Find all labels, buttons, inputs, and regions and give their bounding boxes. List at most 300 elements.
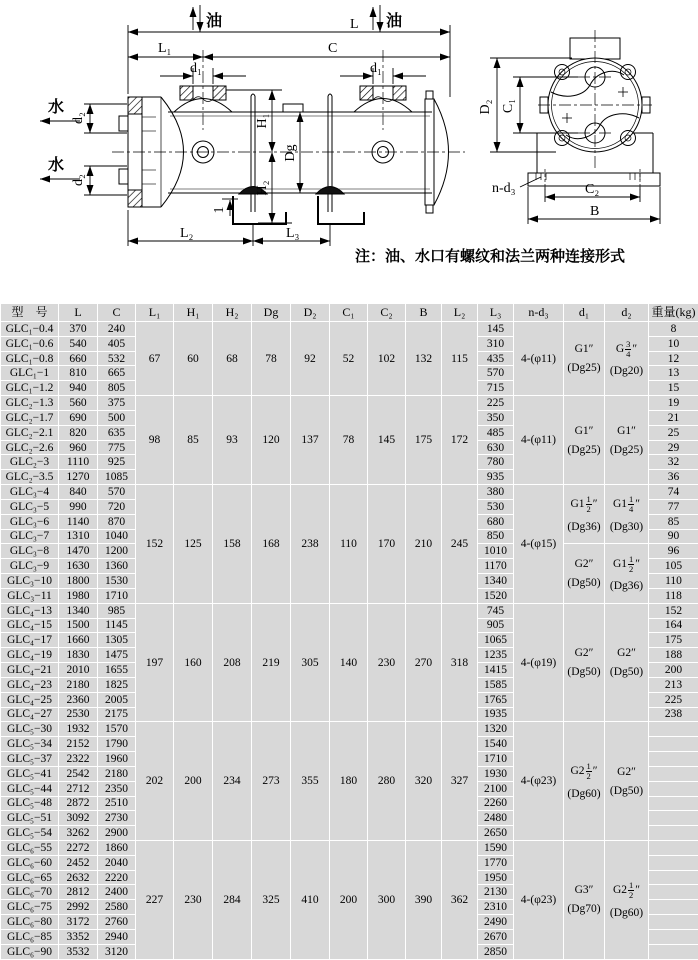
dim-label-C2: C₂ [585, 182, 600, 197]
cell-L: 820 [59, 425, 98, 440]
model-cell: GLC₂−3 [1, 455, 59, 470]
column-header-16: 重量(kg) [649, 304, 698, 322]
oil-label-1: 油 [206, 13, 223, 30]
cell-L: 1470 [59, 544, 98, 559]
cell-L3: 485 [478, 425, 514, 440]
cell-L: 1500 [59, 618, 98, 633]
dim-label-C: C [328, 41, 338, 56]
cell-L: 840 [59, 485, 98, 500]
cell-C: 775 [98, 440, 136, 455]
cell-L: 810 [59, 366, 98, 381]
model-cell: GLC₆−65 [1, 870, 59, 885]
cell-L3: 2100 [478, 781, 514, 796]
cell-d2: G1 $\frac{1}{2}$ ″ (Dg36) [605, 544, 649, 603]
cell-L2: 115 [442, 322, 478, 396]
cell-C: 1200 [98, 544, 136, 559]
dim-label-nd3: n-d₃ [492, 181, 516, 196]
cell-L: 2530 [59, 707, 98, 722]
spec-table [0, 303, 698, 960]
cell-L: 2542 [59, 766, 98, 781]
cell-C: 2400 [98, 885, 136, 900]
cell-C: 2350 [98, 781, 136, 796]
cell-weight: 19 [649, 396, 698, 411]
cell-d1: G2″ (Dg50) [564, 544, 605, 603]
cell-weight: 8 [649, 322, 698, 337]
cell-L3: 1065 [478, 633, 514, 648]
cell-L: 990 [59, 499, 98, 514]
cell-C2: 230 [368, 603, 406, 722]
cell-L3: 2260 [478, 796, 514, 811]
cell-B: 320 [406, 722, 442, 841]
model-cell: GLC₄−15 [1, 618, 59, 633]
cell-D2: 410 [291, 840, 330, 959]
cell-L: 2152 [59, 737, 98, 752]
cell-L: 1932 [59, 722, 98, 737]
cell-L1: 197 [136, 603, 174, 722]
cell-L3: 2310 [478, 900, 514, 915]
cell-C: 805 [98, 381, 136, 396]
header-row [1, 304, 698, 322]
cell-C: 1570 [98, 722, 136, 737]
cell-weight [649, 855, 698, 870]
cell-weight [649, 944, 698, 959]
cell-C: 2005 [98, 692, 136, 707]
cell-C: 635 [98, 425, 136, 440]
cell-L: 2180 [59, 677, 98, 692]
cell-H2: 234 [213, 722, 252, 841]
cell-L3: 1320 [478, 722, 514, 737]
model-cell: GLC₁−0.6 [1, 336, 59, 351]
dim-label-d1-b: d₁ [370, 61, 382, 76]
cell-C: 1040 [98, 529, 136, 544]
table-row [1, 322, 698, 337]
cell-C: 1825 [98, 677, 136, 692]
cell-C: 2760 [98, 915, 136, 930]
cell-D2: 137 [291, 396, 330, 485]
cell-L2: 172 [442, 396, 478, 485]
cell-weight: 175 [649, 633, 698, 648]
cell-C: 870 [98, 514, 136, 529]
cell-D2: 92 [291, 322, 330, 396]
cell-L3: 2670 [478, 929, 514, 944]
cell-L: 1140 [59, 514, 98, 529]
model-cell: GLC₂−1.3 [1, 396, 59, 411]
cell-C2: 300 [368, 840, 406, 959]
table-row [1, 840, 698, 855]
cell-C: 1360 [98, 559, 136, 574]
cell-L: 2872 [59, 796, 98, 811]
cell-weight: 152 [649, 603, 698, 618]
cell-L3: 680 [478, 514, 514, 529]
cell-B: 132 [406, 322, 442, 396]
cell-L3: 1585 [478, 677, 514, 692]
dim-label-L3: L₃ [286, 226, 300, 241]
cell-C: 2510 [98, 796, 136, 811]
cell-L: 540 [59, 336, 98, 351]
cell-L3: 1235 [478, 648, 514, 663]
cell-weight [649, 915, 698, 930]
cell-L3: 350 [478, 410, 514, 425]
cell-L3: 2850 [478, 944, 514, 959]
cell-d2: G $\frac{3}{4}$ ″ (Dg20) [605, 322, 649, 396]
cell-C: 1305 [98, 633, 136, 648]
column-header-15: d₂ [605, 304, 649, 322]
cell-C: 532 [98, 351, 136, 366]
cell-C: 3120 [98, 944, 136, 959]
dim-label-B: B [590, 204, 600, 219]
cell-L: 1270 [59, 470, 98, 485]
dim-label-D2: D₂ [478, 99, 493, 115]
cell-H1: 60 [174, 322, 213, 396]
cell-C: 500 [98, 410, 136, 425]
cell-L3: 2650 [478, 826, 514, 841]
column-header-6: Dg [252, 304, 291, 322]
model-cell: GLC₆−80 [1, 915, 59, 930]
table-row [1, 396, 698, 411]
side-view [40, 5, 465, 246]
cell-C: 1475 [98, 648, 136, 663]
cell-weight: 15 [649, 381, 698, 396]
cell-weight: 10 [649, 336, 698, 351]
model-cell: GLC₂−1.7 [1, 410, 59, 425]
cell-C: 375 [98, 396, 136, 411]
cell-nd3: 4-(φ15) [514, 485, 564, 604]
model-cell: GLC₅−34 [1, 737, 59, 752]
dim-label-L1: L₁ [158, 41, 172, 56]
cell-B: 390 [406, 840, 442, 959]
cell-weight [649, 870, 698, 885]
cell-L: 940 [59, 381, 98, 396]
cell-weight [649, 811, 698, 826]
cell-L: 2452 [59, 855, 98, 870]
column-header-4: H₁ [174, 304, 213, 322]
cell-B: 175 [406, 396, 442, 485]
cell-d1: G2″ (Dg50) [564, 603, 605, 722]
dim-label-d2-a: d₂ [71, 112, 86, 124]
cell-C1: 52 [330, 322, 368, 396]
cell-weight [649, 796, 698, 811]
cell-L: 3532 [59, 944, 98, 959]
model-cell: GLC₃−5 [1, 499, 59, 514]
cell-L: 2010 [59, 663, 98, 678]
cell-B: 210 [406, 485, 442, 604]
dim-label-L2: L₂ [180, 226, 194, 241]
cell-C: 1860 [98, 840, 136, 855]
model-cell: GLC₁−0.4 [1, 322, 59, 337]
model-cell: GLC₁−1.2 [1, 381, 59, 396]
cell-H2: 68 [213, 322, 252, 396]
cell-L: 3352 [59, 929, 98, 944]
table-row [1, 722, 698, 737]
cell-H1: 230 [174, 840, 213, 959]
table-head [1, 304, 698, 322]
cell-L3: 780 [478, 455, 514, 470]
cell-L3: 1540 [478, 737, 514, 752]
model-cell: GLC₄−25 [1, 692, 59, 707]
model-cell: GLC₄−23 [1, 677, 59, 692]
cell-L: 690 [59, 410, 98, 425]
cell-C: 720 [98, 499, 136, 514]
cell-L3: 1770 [478, 855, 514, 870]
cell-weight [649, 766, 698, 781]
column-header-9: C₂ [368, 304, 406, 322]
cell-C: 2175 [98, 707, 136, 722]
model-cell: GLC₅−37 [1, 752, 59, 767]
model-cell: GLC₄−17 [1, 633, 59, 648]
cell-H1: 160 [174, 603, 213, 722]
cell-weight: 74 [649, 485, 698, 500]
cell-L3: 1340 [478, 574, 514, 589]
cell-L3: 630 [478, 440, 514, 455]
cell-B: 270 [406, 603, 442, 722]
model-cell: GLC₁−1 [1, 366, 59, 381]
cell-H2: 158 [213, 485, 252, 604]
cell-C: 1530 [98, 574, 136, 589]
cell-weight: 118 [649, 588, 698, 603]
cell-D2: 305 [291, 603, 330, 722]
cell-C: 665 [98, 366, 136, 381]
dim-label-H2: H₂ [255, 180, 270, 196]
cell-L2: 362 [442, 840, 478, 959]
model-cell: GLC₁−0.8 [1, 351, 59, 366]
cell-C2: 170 [368, 485, 406, 604]
cell-weight: 21 [649, 410, 698, 425]
cell-D2: 238 [291, 485, 330, 604]
cell-L3: 935 [478, 470, 514, 485]
model-cell: GLC₄−13 [1, 603, 59, 618]
model-cell: GLC₃−11 [1, 588, 59, 603]
model-cell: GLC₃−10 [1, 574, 59, 589]
cell-L: 1310 [59, 529, 98, 544]
cell-L: 1800 [59, 574, 98, 589]
cell-L3: 1415 [478, 663, 514, 678]
table-body [1, 322, 698, 960]
cell-C: 925 [98, 455, 136, 470]
cell-H2: 284 [213, 840, 252, 959]
cell-Dg: 325 [252, 840, 291, 959]
cell-C1: 78 [330, 396, 368, 485]
cell-weight: 188 [649, 648, 698, 663]
cell-C: 1655 [98, 663, 136, 678]
model-cell: GLC₃−4 [1, 485, 59, 500]
oil-label-2: 油 [386, 13, 403, 30]
model-cell: GLC₅−54 [1, 826, 59, 841]
cell-H1: 125 [174, 485, 213, 604]
cell-L1: 67 [136, 322, 174, 396]
cell-L3: 745 [478, 603, 514, 618]
technical-drawing [0, 0, 698, 303]
cell-L3: 1950 [478, 870, 514, 885]
cell-L: 960 [59, 440, 98, 455]
cell-weight: 12 [649, 351, 698, 366]
cell-C1: 200 [330, 840, 368, 959]
cell-weight [649, 840, 698, 855]
cell-weight: 85 [649, 514, 698, 529]
cell-C: 2940 [98, 929, 136, 944]
cell-H1: 200 [174, 722, 213, 841]
cell-Dg: 78 [252, 322, 291, 396]
cell-C: 2040 [98, 855, 136, 870]
cell-weight: 225 [649, 692, 698, 707]
cell-L: 560 [59, 396, 98, 411]
column-header-7: D₂ [291, 304, 330, 322]
cell-L: 1340 [59, 603, 98, 618]
cell-L3: 1010 [478, 544, 514, 559]
cell-L3: 380 [478, 485, 514, 500]
column-header-8: C₁ [330, 304, 368, 322]
cell-L: 1110 [59, 455, 98, 470]
cell-L: 1830 [59, 648, 98, 663]
column-header-10: B [406, 304, 442, 322]
dim-label-d2-b: d₂ [71, 174, 86, 186]
column-header-3: L₁ [136, 304, 174, 322]
cell-C: 1710 [98, 588, 136, 603]
model-cell: GLC₃−9 [1, 559, 59, 574]
cell-C: 240 [98, 322, 136, 337]
cell-L2: 318 [442, 603, 478, 722]
cell-L3: 225 [478, 396, 514, 411]
cell-C1: 110 [330, 485, 368, 604]
cell-weight [649, 737, 698, 752]
column-header-0: 型 号 [1, 304, 59, 322]
model-cell: GLC₃−6 [1, 514, 59, 529]
model-cell: GLC₄−27 [1, 707, 59, 722]
cell-weight [649, 752, 698, 767]
cell-L1: 227 [136, 840, 174, 959]
cell-d2: G2″ (Dg50) [605, 722, 649, 841]
dim-label-Dg: Dg [283, 144, 298, 162]
cell-C: 1960 [98, 752, 136, 767]
cell-L3: 1935 [478, 707, 514, 722]
model-cell: GLC₅−30 [1, 722, 59, 737]
water-label-2: 水 [48, 157, 65, 174]
cell-weight [649, 885, 698, 900]
model-cell: GLC₄−19 [1, 648, 59, 663]
table-row [1, 485, 698, 500]
cell-L2: 245 [442, 485, 478, 604]
column-header-14: d₁ [564, 304, 605, 322]
cell-L: 370 [59, 322, 98, 337]
cell-d2: G2″ (Dg50) [605, 603, 649, 722]
model-cell: GLC₅−44 [1, 781, 59, 796]
cell-L: 1980 [59, 588, 98, 603]
cell-C: 1085 [98, 470, 136, 485]
cell-weight: 13 [649, 366, 698, 381]
cell-weight: 213 [649, 677, 698, 692]
cell-weight: 105 [649, 559, 698, 574]
cell-L3: 1520 [478, 588, 514, 603]
cell-weight: 77 [649, 499, 698, 514]
cell-L3: 435 [478, 351, 514, 366]
cell-C: 1145 [98, 618, 136, 633]
cell-L3: 1765 [478, 692, 514, 707]
cell-L: 2812 [59, 885, 98, 900]
cell-L: 3172 [59, 915, 98, 930]
cell-L3: 145 [478, 322, 514, 337]
cell-C2: 280 [368, 722, 406, 841]
cell-L: 3262 [59, 826, 98, 841]
model-cell: GLC₆−90 [1, 944, 59, 959]
cell-weight: 110 [649, 574, 698, 589]
cell-C: 1790 [98, 737, 136, 752]
cell-L: 2992 [59, 900, 98, 915]
cell-L3: 905 [478, 618, 514, 633]
cell-Dg: 120 [252, 396, 291, 485]
cell-weight [649, 929, 698, 944]
cell-H2: 208 [213, 603, 252, 722]
column-header-1: L [59, 304, 98, 322]
cell-L3: 850 [478, 529, 514, 544]
cell-L: 2712 [59, 781, 98, 796]
dim-label-H1: H₁ [255, 113, 270, 129]
cell-L3: 2490 [478, 915, 514, 930]
cell-C: 405 [98, 336, 136, 351]
cell-C: 2180 [98, 766, 136, 781]
cell-L: 2272 [59, 840, 98, 855]
cell-nd3: 4-(φ23) [514, 722, 564, 841]
dim-label-L: L [350, 17, 359, 32]
cell-weight [649, 826, 698, 841]
model-cell: GLC₆−85 [1, 929, 59, 944]
cell-C1: 180 [330, 722, 368, 841]
model-cell: GLC₂−2.6 [1, 440, 59, 455]
cell-d2: G1 $\frac{1}{4}$ ″ (Dg30) [605, 485, 649, 544]
cell-nd3: 4-(φ23) [514, 840, 564, 959]
cell-D2: 355 [291, 722, 330, 841]
dim-label-one: 1 [212, 206, 227, 214]
cell-weight: 25 [649, 425, 698, 440]
cell-d1: G1″ (Dg25) [564, 322, 605, 396]
cell-L: 2632 [59, 870, 98, 885]
model-cell: GLC₅−51 [1, 811, 59, 826]
cell-weight [649, 781, 698, 796]
water-label-1: 水 [48, 99, 65, 116]
cell-Dg: 273 [252, 722, 291, 841]
cell-L1: 98 [136, 396, 174, 485]
cell-weight: 36 [649, 470, 698, 485]
cell-C: 2220 [98, 870, 136, 885]
drawing-note: 注：油、水口有螺纹和法兰两种连接形式 [355, 248, 626, 265]
cell-L: 1630 [59, 559, 98, 574]
cell-weight: 96 [649, 544, 698, 559]
cell-L: 1660 [59, 633, 98, 648]
cell-weight: 32 [649, 455, 698, 470]
column-header-5: H₂ [213, 304, 252, 322]
cell-C: 2580 [98, 900, 136, 915]
cell-d2: G2 $\frac{1}{2}$ ″ (Dg60) [605, 840, 649, 959]
cell-H1: 85 [174, 396, 213, 485]
cell-L: 2322 [59, 752, 98, 767]
cell-L: 660 [59, 351, 98, 366]
cell-L: 3092 [59, 811, 98, 826]
cell-Dg: 219 [252, 603, 291, 722]
model-cell: GLC₅−48 [1, 796, 59, 811]
cell-weight [649, 722, 698, 737]
cell-L3: 570 [478, 366, 514, 381]
drawing-svg [0, 0, 698, 303]
cell-weight: 238 [649, 707, 698, 722]
cell-H2: 93 [213, 396, 252, 485]
cell-d2: G1″ (Dg25) [605, 396, 649, 485]
cell-L3: 1170 [478, 559, 514, 574]
cell-d1: G1″ (Dg25) [564, 396, 605, 485]
cell-d1: G3″ (Dg70) [564, 840, 605, 959]
cell-L3: 530 [478, 499, 514, 514]
cell-nd3: 4-(φ11) [514, 396, 564, 485]
cell-L3: 715 [478, 381, 514, 396]
dim-label-C1: C₁ [501, 98, 516, 114]
table-row [1, 603, 698, 618]
